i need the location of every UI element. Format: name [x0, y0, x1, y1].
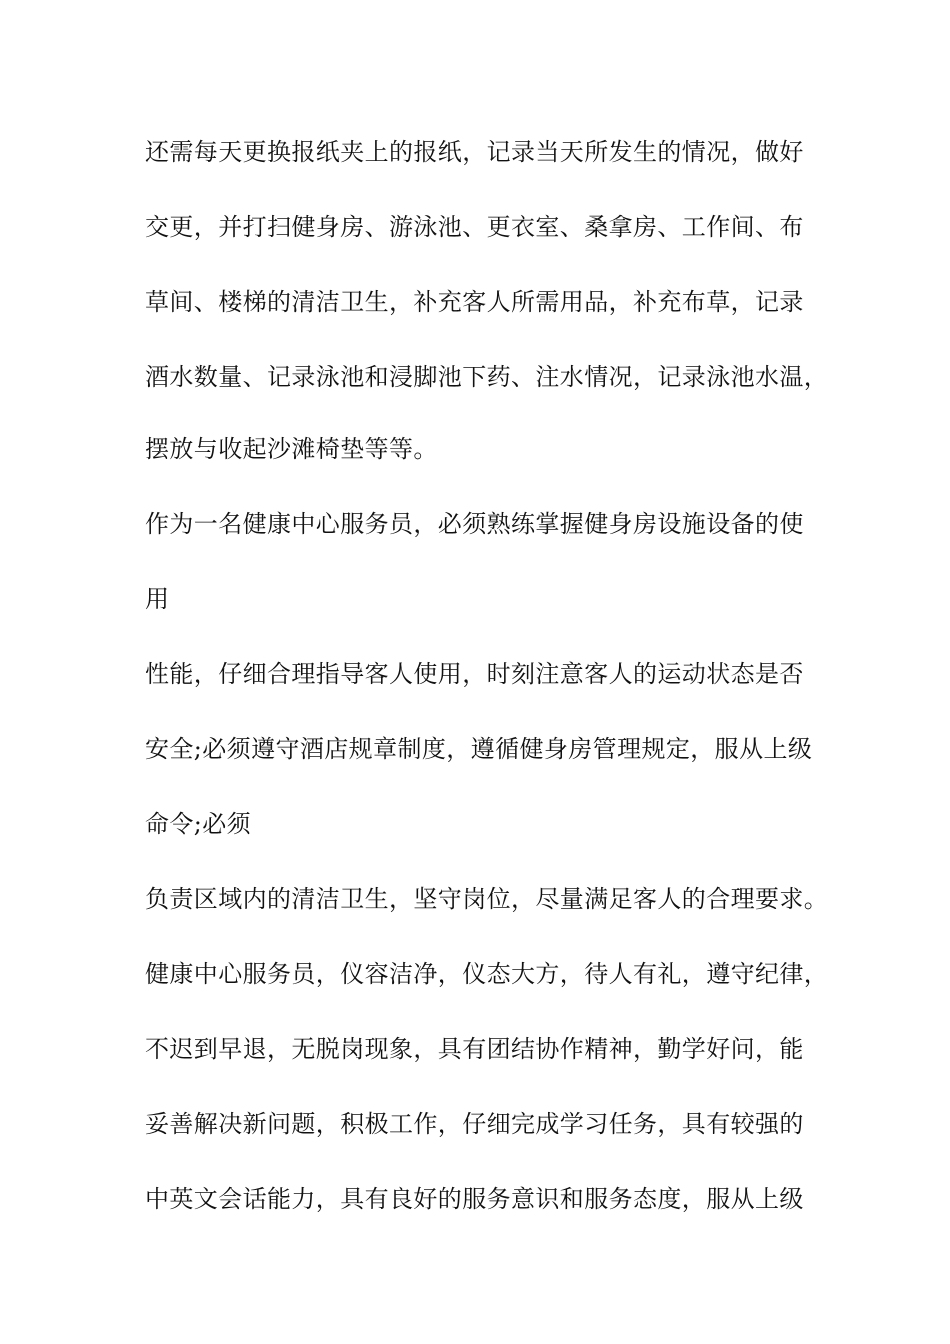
text-line: 草间、楼梯的清洁卫生，补充客人所需用品，补充布草，记录 — [145, 288, 804, 316]
text-line: 酒水数量、记录泳池和浸脚池下药、注水情况，记录泳池水温， — [145, 363, 829, 391]
text-line: 妥善解决新问题，积极工作，仔细完成学习任务，具有较强的 — [145, 1110, 804, 1138]
text-line: 交更，并打扫健身房、游泳池、更衣室、桑拿房、工作间、布 — [145, 213, 804, 241]
text-line: 中英文会话能力，具有良好的服务意识和服务态度，服从上级 — [145, 1185, 804, 1213]
text-line: 负责区域内的清洁卫生，坚守岗位，尽量满足客人的合理要求。 — [145, 885, 829, 913]
text-line: 用 — [145, 585, 170, 613]
text-line: 摆放与收起沙滩椅垫等等。 — [145, 435, 438, 463]
text-line: 作为一名健康中心服务员，必须熟练掌握健身房设施设备的使 — [145, 510, 804, 538]
text-line: 健康中心服务员，仪容洁净，仪态大方，待人有礼，遵守纪律， — [145, 960, 829, 988]
text-line: 命令;必须 — [145, 810, 252, 838]
text-line: 不迟到早退，无脱岗现象，具有团结协作精神，勤学好问，能 — [145, 1035, 804, 1063]
text-line: 还需每天更换报纸夹上的报纸，记录当天所发生的情况，做好 — [145, 138, 804, 166]
text-line: 性能，仔细合理指导客人使用，时刻注意客人的运动状态是否 — [145, 660, 804, 688]
text-line: 安全;必须遵守酒店规章制度，遵循健身房管理规定，服从上级 — [145, 735, 813, 763]
